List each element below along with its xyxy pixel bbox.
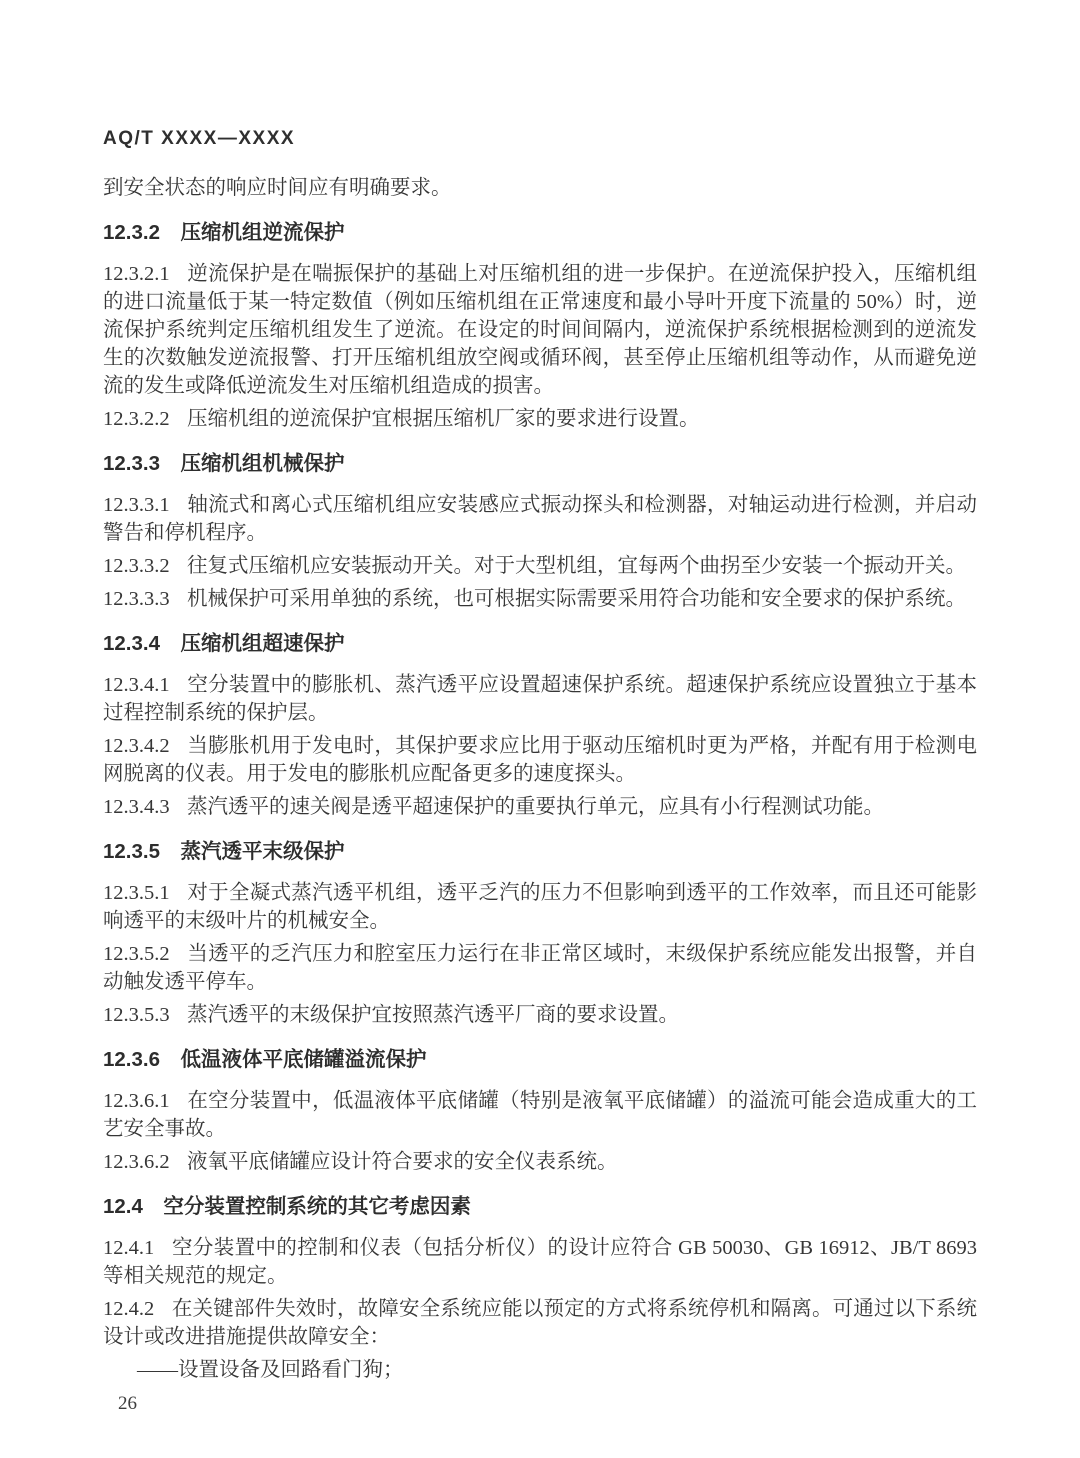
clause-paragraph: 12.3.3.2 往复式压缩机应安装振动开关。对于大型机组，宜每两个曲拐至少安装一个振动开关。 bbox=[103, 555, 967, 577]
clause-number: 12.3.4.1 bbox=[103, 674, 170, 696]
clause-number: 12.3.5.1 bbox=[103, 882, 170, 904]
section-heading: 12.4 空分装置控制系统的其它考虑因素 bbox=[103, 1195, 471, 1218]
clause-number: 12.3.3.3 bbox=[103, 588, 170, 610]
document-body bbox=[103, 174, 977, 1384]
clause-number: 12.3.6.2 bbox=[103, 1151, 170, 1173]
clause-paragraph: 12.3.4.3 蒸汽透平的速关阀是透平超速保护的重要执行单元，应具有小行程测试功能。 bbox=[103, 796, 885, 818]
clause-paragraph: 12.3.2.1 逆流保护是在喘振保护的基础上对压缩机组的进一步保护。在逆流保护投入，压缩机组的进口流量低于某一特定数值（例如压缩机组在正常速度和最小导叶开度下流量的 50%）时，逆流保护系统判定压缩机组发生了逆流。在设定的时间间隔内，逆流保护系统根据检测到的逆流发生的次数触发逆流报警、打开压缩机组放空阀或循环阀，甚至停止压缩机组等动作，从而避免逆流的发生或降低逆流发生对压缩机组造成的损害。 bbox=[103, 263, 977, 397]
section-heading: 12.3.6 低温液体平底储罐溢流保护 bbox=[103, 1048, 427, 1071]
section-heading: 12.3.5 蒸汽透平末级保护 bbox=[103, 840, 345, 863]
section-heading: 12.3.3 压缩机组机械保护 bbox=[103, 452, 345, 475]
clause-number: 12.3.2.1 bbox=[103, 263, 170, 285]
section-heading: 12.3.4 压缩机组超速保护 bbox=[103, 632, 345, 655]
clause-paragraph: 12.3.4.1 空分装置中的膨胀机、蒸汽透平应设置超速保护系统。超速保护系统应设置独立于基本过程控制系统的保护层。 bbox=[103, 674, 977, 724]
clause-number: 12.3.3.2 bbox=[103, 555, 170, 577]
clause-number: 12.3.5.3 bbox=[103, 1004, 170, 1026]
clause-number: 12.3.6.1 bbox=[103, 1090, 170, 1112]
clause-number: 12.3.4.3 bbox=[103, 796, 170, 818]
clause-number: 12.3.4.2 bbox=[103, 735, 170, 757]
clause-paragraph: 12.4.1 空分装置中的控制和仪表（包括分析仪）的设计应符合 GB 50030、GB 16912、JB/T 8693 等相关规范的规定。 bbox=[103, 1237, 977, 1287]
clause-paragraph: 12.3.4.2 当膨胀机用于发电时，其保护要求应比用于驱动压缩机时更为严格，并配有用于检测电网脱离的仪表。用于发电的膨胀机应配备更多的速度探头。 bbox=[103, 735, 977, 785]
clause-number: 12.3.3 bbox=[103, 452, 160, 475]
clause-paragraph: 12.3.3.3 机械保护可采用单独的系统，也可根据实际需要采用符合功能和安全要求的保护系统。 bbox=[103, 588, 967, 610]
clause-paragraph: 12.3.5.1 对于全凝式蒸汽透平机组，透平乏汽的压力不但影响到透平的工作效率，而且还可能影响透平的末级叶片的机械安全。 bbox=[103, 882, 977, 932]
clause-number: 12.4 bbox=[103, 1195, 143, 1218]
clause-number: 12.4.1 bbox=[103, 1237, 155, 1259]
clause-number: 12.3.3.1 bbox=[103, 494, 170, 516]
clause-paragraph: 12.3.5.3 蒸汽透平的末级保护宜按照蒸汽透平厂商的要求设置。 bbox=[103, 1004, 680, 1026]
clause-number: 12.3.2.2 bbox=[103, 408, 170, 430]
clause-paragraph: 12.3.3.1 轴流式和离心式压缩机组应安装感应式振动探头和检测器，对轴运动进行检测，并启动警告和停机程序。 bbox=[103, 494, 977, 544]
page-content bbox=[103, 128, 977, 1389]
list-item: ——设置设备及回路看门狗； bbox=[137, 1359, 404, 1381]
clause-paragraph: 12.3.6.1 在空分装置中，低温液体平底储罐（特别是液氧平底储罐）的溢流可能会造成重大的工艺安全事故。 bbox=[103, 1090, 977, 1140]
standard-number-header: AQ/T XXXX—XXXX bbox=[103, 128, 296, 149]
clause-number: 12.3.2 bbox=[103, 221, 160, 244]
clause-paragraph: 12.3.2.2 压缩机组的逆流保护宜根据压缩机厂家的要求进行设置。 bbox=[103, 408, 700, 430]
clause-paragraph: 12.4.2 在关键部件失效时，故障安全系统应能以预定的方式将系统停机和隔离。可通过以下系统设计或改进措施提供故障安全： bbox=[103, 1298, 977, 1348]
clause-number: 12.3.6 bbox=[103, 1048, 160, 1071]
section-heading: 12.3.2 压缩机组逆流保护 bbox=[103, 221, 345, 244]
page-number: 26 bbox=[118, 1393, 137, 1414]
clause-paragraph: 到安全状态的响应时间应有明确要求。 bbox=[103, 177, 452, 199]
clause-number: 12.3.5.2 bbox=[103, 943, 170, 965]
clause-number: 12.4.2 bbox=[103, 1298, 155, 1320]
clause-number: 12.3.5 bbox=[103, 840, 160, 863]
clause-paragraph: 12.3.5.2 当透平的乏汽压力和腔室压力运行在非正常区域时，末级保护系统应能发出报警，并自动触发透平停车。 bbox=[103, 943, 977, 993]
clause-paragraph: 12.3.6.2 液氧平底储罐应设计符合要求的安全仪表系统。 bbox=[103, 1151, 618, 1173]
clause-number: 12.3.4 bbox=[103, 632, 160, 655]
